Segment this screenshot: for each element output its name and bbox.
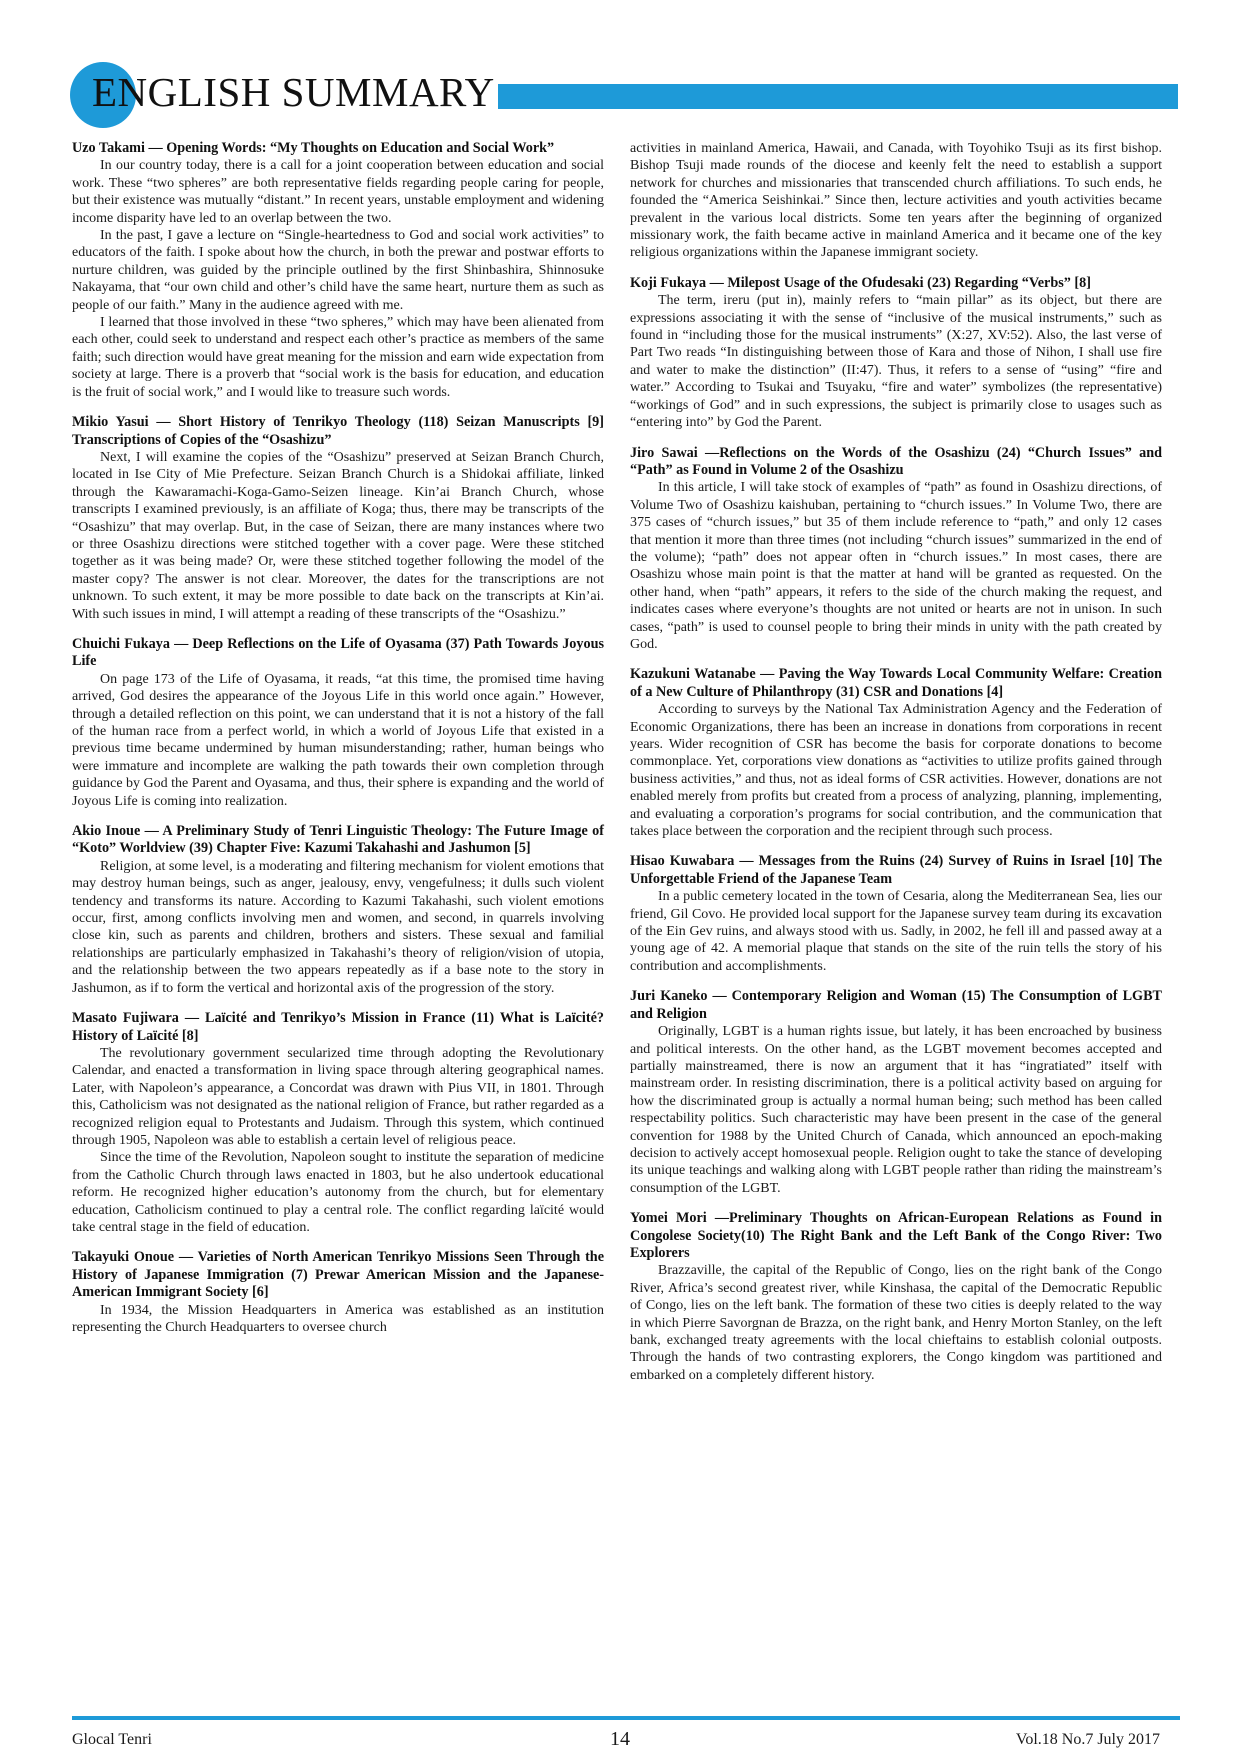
article-heading: Juri Kaneko — Contemporary Religion and Woman (15) The Consumption of LGBT and Religion: [630, 988, 1162, 1022]
article-heading: Jiro Sawai —Reflections on the Words of the Osashizu (24) “Church Issues” and “Path” as Found in Volume 2 of the Osashizu: [630, 444, 1162, 478]
article: [630, 275, 1162, 432]
article: [630, 988, 1162, 1197]
article: [630, 853, 1162, 975]
article-paragraph: In this article, I will take stock of examples of “path” as found in Osashizu directions, of Volume Two of Osashizu kaishuban, pertaining to “church issues.” In Volume Two, there are 375 cases of “church issues,” but 35 of them include reference to “path,” and only 12 cases that mention it more than three times (not including “church issues” summarized in the end of the volume); “path” does not appear often in “church issues.” In most cases, there are Osashizu whose main point is that the matter at hand will be granted as requested. On the other hand, when “path” appears, it refers to the side of the church making the request, and indicates cases where everyone’s thoughts are not united or hearts are not in unison. In such cases, “path” is used to counsel people to bring their minds in unity with the path created by God.: [630, 480, 1162, 652]
article: [72, 1010, 604, 1236]
article-paragraph: In the past, I gave a lecture on “Single-heartedness to God and social work activities” to educators of the faith. I spoke about how the church, in both the prewar and postwar efforts to nurture children, was guided by the principle outlined by the first Shinbashira, Shinnosuke Nakayama, that “our own child and other’s child have the same heart, nurture them as such as people of our faith.” Many in the audience agreed with me.: [72, 228, 604, 313]
article-paragraph: activities in mainland America, Hawaii, and Canada, with Toyohiko Tsuji as its first bishop. Bishop Tsuji made rounds of the diocese and keenly felt the need to establish a support network for churches and missionaries that transcended church affiliations. To such ends, he founded the “America Seishinkai.” Since then, lecture activities and youth activities became prevalent in the various local districts. Some ten years after the beginning of organized missionary work, the faith became active in mainland America and it became one of the key religious organizations within the Japanese immigrant society.: [630, 141, 1162, 261]
article-paragraph: In our country today, there is a call for a joint cooperation between education and social work. These “two spheres” are both representative fields regarding people caring for people, but their existence was mutually “distant.” In recent years, unstable employment and widening income disparity have led to an overlap between the two.: [72, 158, 604, 226]
article-paragraph: In a public cemetery located in the town of Cesaria, along the Mediterranean Sea, lies our friend, Gil Covo. He provided local support for the Japanese survey team during its excavation of the Ein Gev ruins, and always stood with us. Sadly, in 2002, he fell ill and passed away at a young age of 42. A memorial plaque that stands on the site of the ruin tells the story of his contribution and accomplishments.: [630, 889, 1162, 974]
header-accent-bar: [498, 84, 1178, 109]
article: [72, 414, 604, 623]
article-heading: Uzo Takami — Opening Words: “My Thoughts on Education and Social Work”: [72, 140, 555, 156]
article: [72, 1249, 604, 1336]
article-heading: Koji Fukaya — Milepost Usage of the Ofudesaki (23) Regarding “Verbs” [8]: [630, 274, 1091, 291]
article-paragraph: The term, ireru (put in), mainly refers to “main pillar” as its object, but there are expressions associating it with the sense of “inclusive of the musical instruments,” such as found in “including those for the musical instruments” (X:27, XV:52). Also, the last verse of Part Two reads “In distinguishing between those of Kara and those of Nihon, I shall use fire and water to make the distinction” (II:47). Thus, it refers to a sense of “using” “fire and water.” According to Tsukai and Tsuyaku, “fire and water” symbolizes (the representative) “workings of God” and in such expressions, the subject is primarily close to usages such as “entering into” by God the Parent.: [630, 293, 1162, 431]
article-heading: Mikio Yasui — Short History of Tenrikyo Theology (118) Seizan Manuscripts [9] Transcriptions of Copies of the “Osashizu”: [72, 414, 604, 448]
right-column: [630, 140, 1162, 1397]
article-paragraph: Religion, at some level, is a moderating and filtering mechanism for violent emotions that may destroy human beings, such as anger, jealousy, envy, vengefulness; it dulls such violent tendency and transforms its nature. According to Kazumi Takahashi, such violent emotions occur, first, among conflicts involving men and women, and second, in quarrels involving close kin, such as parents and children, brothers and sisters. These sexual and familial relationships are particularly emphasized in Takahashi’s theory of religion/vision of utopia, and the relationship between the two appears repeatedly as if a base note to the story in Jashumon, as if to form the vertical and horizontal axis of the progression of the story.: [72, 858, 604, 996]
left-column: [72, 140, 604, 1349]
page-title: ENGLISH SUMMARY: [92, 69, 495, 115]
article: [630, 445, 1162, 654]
article-paragraph: On page 173 of the Life of Oyasama, it reads, “at this time, the promised time having arrived, God desires the appearance of the Joyous Life in this world once again.” However, through a detailed reflection on this point, we can understand that it is not a history of the fall of the human race from a perfect world, in which a world of Joyous Life that existed in a previous time became undermined by human misunderstanding; rather, human beings who were immature and incomplete are walking the path towards their own completion through guidance by God the Parent and Oyasama, and thus, their sphere is expanding and the world of Joyous Life is coming into realization.: [72, 671, 604, 809]
article-paragraph: Next, I will examine the copies of the “Osashizu” preserved at Seizan Branch Church, located in Ise City of Mie Prefecture. Seizan Branch Church is a Shidokai affiliate, linked through the Kawaramachi-Koga-Gamo-Seizen lineage. Kin’ai Branch Church, whose transcripts I examined previously, is an affiliate of Koga; thus, there may be transcripts of the “Osashizu” that may overlap. But, in the case of Seizan, there are many instances where two or three Osashizu directions were stitched together with a cover page. Were these stitched together as it was being made? Or, were these stitched together following the model of the master copy? The answer is not clear. Moreover, the dates for the transcriptions are not unknown. To such extent, it may be more possible to date back on the transcripts at Kin’ai. With such issues in mind, I will attempt a reading of these transcripts of the “Osashizu.”: [72, 449, 604, 622]
article-heading: Takayuki Onoue — Varieties of North American Tenrikyo Missions Seen Through the History of Japanese Immigration (7) Prewar American Mission and the Japanese-American Immigrant Society [6]: [72, 1249, 604, 1301]
article: [630, 666, 1162, 840]
article: [72, 140, 604, 401]
article-paragraph: The revolutionary government secularized time through adopting the Revolutionary Calendar, and enacted a transformation in living space through altering geographical names. Later, with Napoleon’s appearance, a Concordat was drawn with Pius VII, in 1801. Through this, Catholicism was not designated as the national religion of France, but rather regarded as a recognized religion equal to Protestants and Judaism. Through this system, which continued through 1905, Napoleon was able to establish a certain level of religious peace.: [72, 1045, 604, 1148]
article: [630, 1210, 1162, 1384]
article-heading: Akio Inoue — A Preliminary Study of Tenri Linguistic Theology: The Future Image of “Koto” Worldview (39) Chapter Five: Kazumi Takahashi and Jashumon [5]: [72, 823, 604, 857]
article-heading: Hisao Kuwabara — Messages from the Ruins (24) Survey of Ruins in Israel [10] The Unforgettable Friend of the Japanese Team: [630, 853, 1162, 887]
article-heading: Masato Fujiwara — Laïcité and Tenrikyo’s Mission in France (11) What is Laïcité? History of Laïcité [8]: [72, 1010, 604, 1044]
article-paragraph: In 1934, the Mission Headquarters in America was established as an institution representing the Church Headquarters to oversee church: [72, 1302, 604, 1335]
article: [72, 636, 604, 810]
footer-rule: [72, 1716, 1180, 1720]
footer-issue: Vol.18 No.7 July 2017: [1015, 1731, 1160, 1748]
footer-publication: Glocal Tenri: [72, 1731, 152, 1748]
article-paragraph: According to surveys by the National Tax Administration Agency and the Federation of Economic Organizations, there has been an increase in donations from corporations in recent years. Wider recognition of CSR has become the basis for corporate donations to become commonplace. Yet, corporations view donations as “activities to utilize profits gained through business activities,” and thus, not as ideal forms of CSR activities. However, donations are not enabled merely from profits but created from a process of analyzing, planning, implementing, and evaluating a corporation’s programs for social contribution, and the communication that takes place between the corporation and the recipient through such process.: [630, 702, 1162, 840]
article-paragraph: Originally, LGBT is a human rights issue, but lately, it has been encroached by business and political interests. On the other hand, as the LGBT movement becomes accepted and partially mainstreamed, there is now an argument that it has “ingratiated” itself with mainstream order. In resisting discrimination, there is a political activity based on arguing for how the discriminated group is actually a normal human being; such method has been called respectability politics. Such characteristic may have been present in the case of the general convention for 1988 by the United Church of Canada, which announced an epoch-making decision to actively accept homosexual people. Religion ought to take the stance of developing its unique teachings and walking along with LGBT people rather than riding the mainstream’s consumption of the LGBT.: [630, 1024, 1162, 1196]
article-heading: Chuichi Fukaya — Deep Reflections on the Life of Oyasama (37) Path Towards Joyous Life: [72, 635, 604, 670]
page-number: 14: [610, 1728, 630, 1750]
article-paragraph: I learned that those involved in these “two spheres,” which may have been alienated from each other, could seek to understand and respect each other’s practice as members of the same faith; such direction would have great meaning for the mission and earn wide expectation from society at large. There is a proverb that “social work is the basis for education, and education is the fruit of social work,” and I would like to treasure such words.: [72, 315, 604, 400]
article-paragraph: Brazzaville, the capital of the Republic of Congo, lies on the right bank of the Congo River, Africa’s second greatest river, while Kinshasa, the capital of the Democratic Republic of Congo, lies on the left bank. The formation of these two cities is deeply related to the way in which Pierre Savorgnan de Brazza, on the right bank, and Henry Morton Stanley, on the left bank, exchanged treaty agreements with the local chieftains to establish colonial outposts. Through the hands of two contrasting explorers, the Congo kingdom was partitioned and embarked on a completely different history.: [630, 1263, 1162, 1383]
article-paragraph: Since the time of the Revolution, Napoleon sought to institute the separation of medicine from the Catholic Church through laws enacted in 1803, but he also undertook educational reform. He recognized higher education’s autonomy from the church, but for elementary education, Catholicism continued to play a central role. The conflict regarding laïcité would take central stage in the field of education.: [72, 1150, 604, 1235]
article: [630, 140, 1162, 262]
article-heading: Kazukuni Watanabe — Paving the Way Towards Local Community Welfare: Creation of a New Culture of Philanthropy (31) CSR and Donations [4]: [630, 666, 1162, 700]
article: [72, 823, 604, 997]
article-heading: Yomei Mori —Preliminary Thoughts on African-European Relations as Found in Congolese Society(10) The Right Bank and the Left Bank of the Congo River: Two Explorers: [630, 1210, 1162, 1261]
